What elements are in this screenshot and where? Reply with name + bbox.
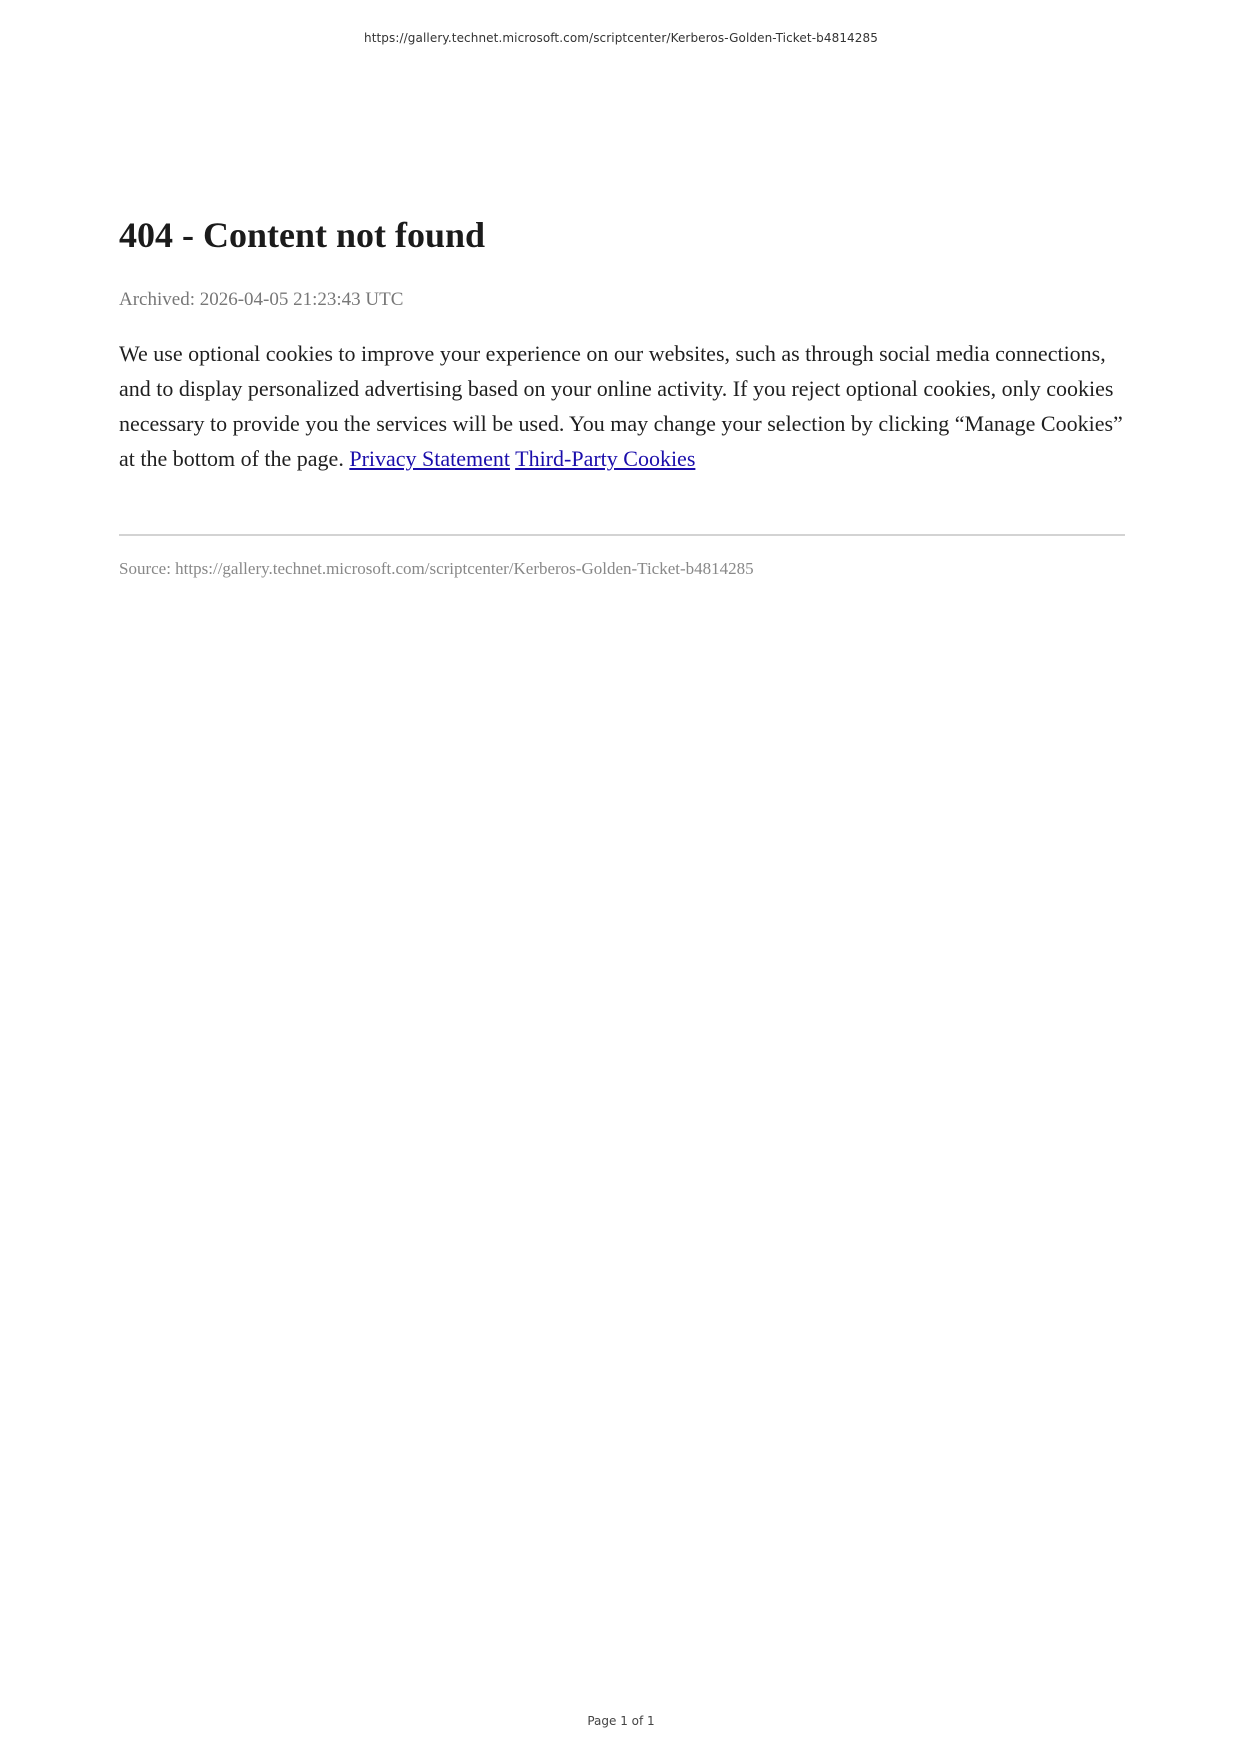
page-title: 404 - Content not found xyxy=(119,215,486,255)
third-party-cookies-link[interactable]: Third-Party Cookies xyxy=(515,446,696,471)
page-number: Page 1 of 1 xyxy=(587,1714,655,1728)
cookie-notice xyxy=(119,336,1125,476)
main-content xyxy=(119,210,1125,580)
archived-timestamp: Archived: 2026-04-05 21:23:43 UTC xyxy=(119,289,404,310)
divider xyxy=(119,534,1125,536)
print-header-url: https://gallery.technet.microsoft.com/scriptcenter/Kerberos-Golden-Ticket-b4814285 xyxy=(363,31,878,45)
source-url: Source: https://gallery.technet.microsoft.com/scriptcenter/Kerberos-Golden-Ticket-b4814285 xyxy=(119,559,754,578)
privacy-statement-link[interactable]: Privacy Statement xyxy=(349,446,511,471)
cookie-notice-text: We use optional cookies to improve your experience on our websites, such as through social media connections, and to display personalized advertising based on your online activity. If you reject optional cookies, only cookies necessary to provide you the services will be used. You may change your selection by clicking “Manage Cookies” at the bottom of the page. xyxy=(119,341,1123,471)
